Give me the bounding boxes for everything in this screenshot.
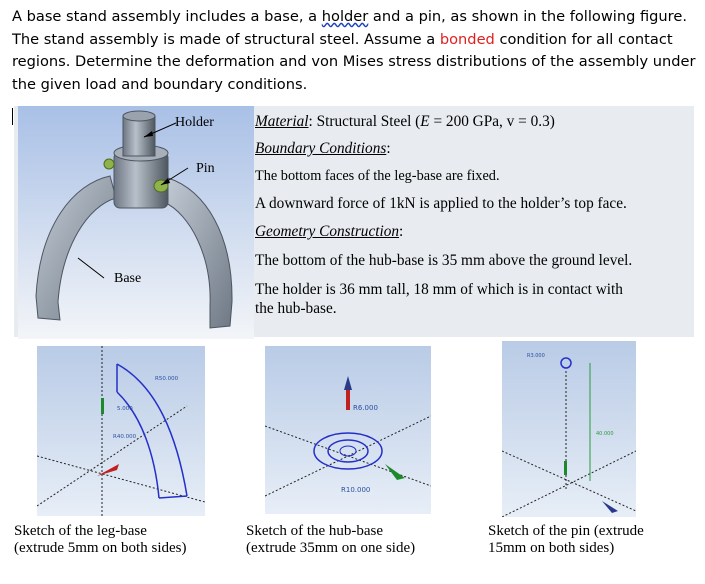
pin-left (104, 159, 114, 169)
callout-holder: Holder (175, 115, 214, 130)
intro-text-1: A base stand assembly includes a base, a (12, 8, 322, 25)
caption-leg-line-2: (extrude 5mm on both sides) (14, 540, 187, 556)
y-arrow (564, 461, 567, 475)
bc-colon: : (386, 140, 391, 157)
caption-pin-line-1: Sketch of the pin (extrude (488, 523, 644, 539)
caption-leg-base (14, 523, 186, 557)
geo-line-1: The bottom of the hub-base is 35 mm above the ground level. (255, 252, 633, 269)
sketch-leg-svg (37, 346, 205, 516)
geo-heading: Geometry Construction (255, 223, 400, 240)
bc-line-1: The bottom faces of the leg-base are fixed. (255, 168, 500, 184)
holder-top (123, 111, 155, 121)
hub-dim-2: R10.000 (341, 486, 371, 494)
center-circle (340, 446, 356, 456)
callout-base: Base (114, 271, 142, 286)
material-nu: v = 0.3) (502, 113, 555, 130)
caption-leg-line-1: Sketch of the leg-base (14, 523, 147, 539)
pin-dim-1: R3.000 (527, 353, 545, 359)
material-text: : Structural Steel ( (308, 113, 421, 130)
outer-circle (314, 433, 382, 469)
sketch-pin-svg (502, 341, 636, 517)
holder-word: holder (321, 8, 369, 25)
material-line (255, 113, 555, 131)
hub-dim-1: R6.000 (353, 404, 378, 412)
intro-paragraph (12, 6, 696, 96)
bonded-word: bonded (439, 30, 495, 48)
geo-line-2a: The holder is 36 mm tall, 18 mm of which is in contact with (255, 281, 623, 298)
sketch-hub-base (265, 346, 431, 514)
material-e-value: = 200 GPa, (429, 113, 503, 130)
caption-pin (488, 523, 644, 557)
geo-heading-line (255, 223, 403, 241)
text-cursor (12, 108, 13, 125)
x-arrow (385, 464, 405, 480)
outer-arc (117, 364, 187, 496)
sketch-leg-base (37, 346, 205, 516)
leg-dim-3: R40.000 (113, 434, 137, 440)
sketch-pin (502, 341, 636, 517)
x-arrow (602, 501, 618, 513)
y-arrow (101, 398, 104, 414)
leg-dim-1: R50.000 (155, 376, 179, 382)
caption-hub-line-1: Sketch of the hub-base (246, 523, 384, 539)
bc-heading-line (255, 140, 391, 158)
assembly-render (18, 106, 254, 339)
bottom-edge (159, 496, 187, 498)
y-arrow-head (344, 376, 352, 390)
material-label: Material (255, 113, 309, 130)
leg-dim-2: 5.000 (117, 406, 133, 412)
callout-pin: Pin (196, 161, 215, 176)
axis-x (502, 451, 636, 511)
geo-colon: : (399, 223, 404, 240)
intro-text-2: and a pin, as shown in the following figure. The stand assembly is made of structural steel. Assume a (12, 8, 687, 48)
pin-dim-2: 40.000 (596, 431, 614, 437)
caption-hub-base (246, 523, 415, 557)
intro-text-3: condition for all contact regions. Determine the deformation and von Mises stress distributions of the assembly under the given load and boundary conditions. (12, 30, 696, 93)
caption-pin-line-2: 15mm on both sides) (488, 540, 615, 556)
x-arrow (97, 464, 119, 476)
material-e: E (420, 113, 430, 130)
geo-line-2b: the hub-base. (255, 300, 337, 317)
axis-z (502, 451, 636, 517)
bc-line-2: A downward force of 1kN is applied to the holder’s top face. (255, 195, 627, 212)
caption-hub-line-2: (extrude 35mm on one side) (246, 540, 416, 556)
bc-heading: Boundary Conditions (255, 140, 387, 157)
pin-circle (561, 358, 571, 368)
assembly-illustration (18, 106, 254, 339)
